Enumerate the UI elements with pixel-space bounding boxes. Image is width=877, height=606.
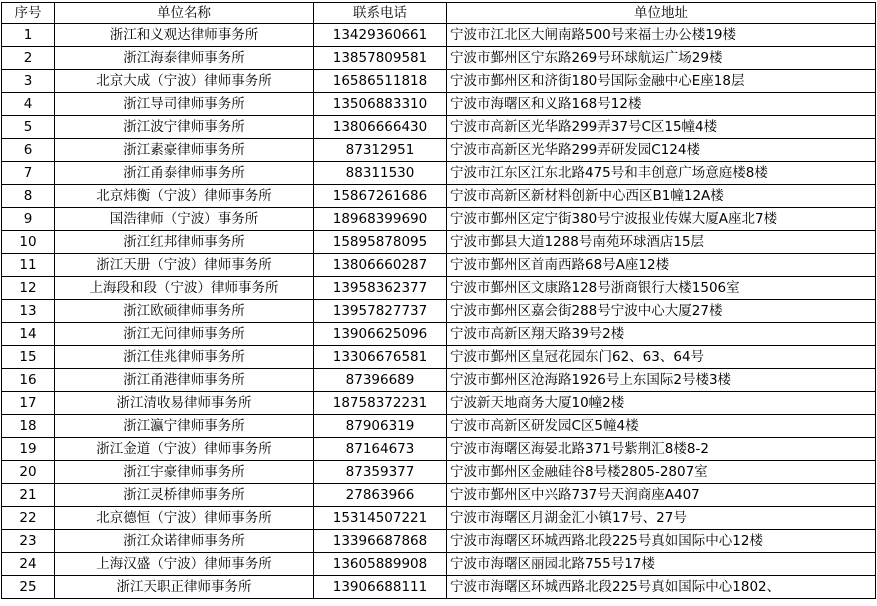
firm-name: 浙江天册（宁波）律师事务所: [55, 254, 314, 277]
row-index: 19: [2, 438, 55, 461]
row-index: 14: [2, 323, 55, 346]
firm-address: 宁波市鄞州区文康路128号浙商银行大楼1506室: [447, 277, 876, 300]
phone-number: 13906625096: [314, 323, 447, 346]
firm-name: 浙江甬泰律师事务所: [55, 162, 314, 185]
table-body: [2, 24, 876, 599]
firm-address: 宁波市鄞州区和济街180号国际金融中心E座18层: [447, 70, 876, 93]
table-row: [2, 392, 876, 415]
header-address: 单位地址: [447, 3, 876, 24]
row-index: 24: [2, 553, 55, 576]
header-phone: 联系电话: [314, 3, 447, 24]
table-row: [2, 24, 876, 47]
row-index: 11: [2, 254, 55, 277]
firm-name: 浙江无问律师事务所: [55, 323, 314, 346]
firm-address: 宁波市鄞州区皇冠花园东门62、63、64号: [447, 346, 876, 369]
row-index: 25: [2, 576, 55, 599]
phone-number: 13429360661: [314, 24, 447, 47]
firm-name: 浙江素豪律师事务所: [55, 139, 314, 162]
firm-name: 浙江导司律师事务所: [55, 93, 314, 116]
firm-address: 宁波市鄞州区定宁街380号宁波报业传媒大厦A座北7楼: [447, 208, 876, 231]
phone-number: 87906319: [314, 415, 447, 438]
phone-number: 13306676581: [314, 346, 447, 369]
firm-name: 北京德恒（宁波）律师事务所: [55, 507, 314, 530]
row-index: 16: [2, 369, 55, 392]
phone-number: 87164673: [314, 438, 447, 461]
phone-number: 13605889908: [314, 553, 447, 576]
firm-address: 宁波市鄞州区沧海路1926号上东国际2号楼3楼: [447, 369, 876, 392]
row-index: 13: [2, 300, 55, 323]
phone-number: 87396689: [314, 369, 447, 392]
firm-address: 宁波市高新区光华路299弄研发园C124楼: [447, 139, 876, 162]
firm-name: 浙江欧硕律师事务所: [55, 300, 314, 323]
firm-name: 浙江金道（宁波）律师事务所: [55, 438, 314, 461]
firm-address: 宁波市江东区江东北路475号和丰创意广场意庭楼8楼: [447, 162, 876, 185]
table-row: [2, 162, 876, 185]
table-row: [2, 185, 876, 208]
phone-number: 15895878095: [314, 231, 447, 254]
firm-address: 宁波市高新区光华路299弄37号C区15幢4楼: [447, 116, 876, 139]
table-row: [2, 438, 876, 461]
firm-name: 浙江天职正律师事务所: [55, 576, 314, 599]
row-index: 20: [2, 461, 55, 484]
table-row: [2, 323, 876, 346]
table-row: [2, 484, 876, 507]
table-row: [2, 254, 876, 277]
row-index: 3: [2, 70, 55, 93]
firm-address: 宁波市鄞县大道1288号南苑环球酒店15层: [447, 231, 876, 254]
firm-name: 浙江波宁律师事务所: [55, 116, 314, 139]
firm-address: 宁波市鄞州区首南西路68号A座12楼: [447, 254, 876, 277]
firm-name: 浙江甬港律师事务所: [55, 369, 314, 392]
table-row: [2, 70, 876, 93]
table-row: [2, 231, 876, 254]
row-index: 8: [2, 185, 55, 208]
firm-name: 北京大成（宁波）律师事务所: [55, 70, 314, 93]
table-row: [2, 415, 876, 438]
firm-name: 浙江清收易律师事务所: [55, 392, 314, 415]
firm-address: 宁波市海曙区月湖金汇小镇17号、27号: [447, 507, 876, 530]
phone-number: 13806660287: [314, 254, 447, 277]
firm-address: 宁波新天地商务大厦10幢2楼: [447, 392, 876, 415]
firm-address: 宁波市鄞州区金融硅谷8号楼2805-2807室: [447, 461, 876, 484]
firm-name: 国浩律师（宁波）事务所: [55, 208, 314, 231]
firm-name: 浙江海泰律师事务所: [55, 47, 314, 70]
phone-number: 13857809581: [314, 47, 447, 70]
row-index: 1: [2, 24, 55, 47]
firm-address: 宁波市鄞州区中兴路737号天润商座A407: [447, 484, 876, 507]
phone-number: 13396687868: [314, 530, 447, 553]
header-firm-name: 单位名称: [55, 3, 314, 24]
firm-address: 宁波市海曙区环城西路北段225号真如国际中心1802、: [447, 576, 876, 599]
table-row: [2, 507, 876, 530]
table-row: [2, 93, 876, 116]
table-row: [2, 530, 876, 553]
row-index: 18: [2, 415, 55, 438]
firm-address: 宁波市鄞州区嘉会街288号宁波中心大厦27楼: [447, 300, 876, 323]
table-row: [2, 116, 876, 139]
phone-number: 13506883310: [314, 93, 447, 116]
firm-name: 北京炜衡（宁波）律师事务所: [55, 185, 314, 208]
firm-name: 浙江佳兆律师事务所: [55, 346, 314, 369]
row-index: 15: [2, 346, 55, 369]
phone-number: 18968399690: [314, 208, 447, 231]
table-row: [2, 47, 876, 70]
firm-name: 浙江红邦律师事务所: [55, 231, 314, 254]
firm-address: 宁波市海曙区海晏北路371号紫荆汇8楼8-2: [447, 438, 876, 461]
phone-number: 15314507221: [314, 507, 447, 530]
table-row: [2, 461, 876, 484]
phone-number: 87312951: [314, 139, 447, 162]
firm-address: 宁波市高新区翔天路39号2楼: [447, 323, 876, 346]
firm-address: 宁波市江北区大闸南路500号来福士办公楼19楼: [447, 24, 876, 47]
phone-number: 18758372231: [314, 392, 447, 415]
firm-address: 宁波市海曙区和义路168号12楼: [447, 93, 876, 116]
row-index: 21: [2, 484, 55, 507]
firm-address: 宁波市鄞州区宁东路269号环球航运广场29楼: [447, 47, 876, 70]
table-row: [2, 576, 876, 599]
header-index: 序号: [2, 3, 55, 24]
phone-number: 13957827737: [314, 300, 447, 323]
row-index: 5: [2, 116, 55, 139]
phone-number: 13906688111: [314, 576, 447, 599]
row-index: 2: [2, 47, 55, 70]
table-row: [2, 277, 876, 300]
firm-address: 宁波市高新区新材料创新中心西区B1幢12A楼: [447, 185, 876, 208]
table-row: [2, 369, 876, 392]
row-index: 7: [2, 162, 55, 185]
phone-number: 15867261686: [314, 185, 447, 208]
table-row: [2, 300, 876, 323]
row-index: 22: [2, 507, 55, 530]
phone-number: 27863966: [314, 484, 447, 507]
table-row: [2, 553, 876, 576]
phone-number: 88311530: [314, 162, 447, 185]
firm-address: 宁波市高新区研发园C区5幢4楼: [447, 415, 876, 438]
phone-number: 16586511818: [314, 70, 447, 93]
phone-number: 13806666430: [314, 116, 447, 139]
law-firm-table: [1, 2, 876, 599]
firm-name: 浙江众诺律师事务所: [55, 530, 314, 553]
table-header-row: [2, 3, 876, 24]
firm-name: 上海汉盛（宁波）律师事务所: [55, 553, 314, 576]
row-index: 23: [2, 530, 55, 553]
firm-name: 浙江和义观达律师事务所: [55, 24, 314, 47]
firm-address: 宁波市海曙区丽园北路755号17楼: [447, 553, 876, 576]
firm-name: 浙江瀛宁律师事务所: [55, 415, 314, 438]
phone-number: 87359377: [314, 461, 447, 484]
row-index: 17: [2, 392, 55, 415]
firm-name: 浙江宇豪律师事务所: [55, 461, 314, 484]
phone-number: 13958362377: [314, 277, 447, 300]
row-index: 4: [2, 93, 55, 116]
row-index: 12: [2, 277, 55, 300]
table-row: [2, 139, 876, 162]
firm-address: 宁波市海曙区环城西路北段225号真如国际中心12楼: [447, 530, 876, 553]
firm-name: 上海段和段（宁波）律师事务所: [55, 277, 314, 300]
table-row: [2, 346, 876, 369]
row-index: 6: [2, 139, 55, 162]
row-index: 9: [2, 208, 55, 231]
table-row: [2, 208, 876, 231]
firm-name: 浙江灵桥律师事务所: [55, 484, 314, 507]
row-index: 10: [2, 231, 55, 254]
